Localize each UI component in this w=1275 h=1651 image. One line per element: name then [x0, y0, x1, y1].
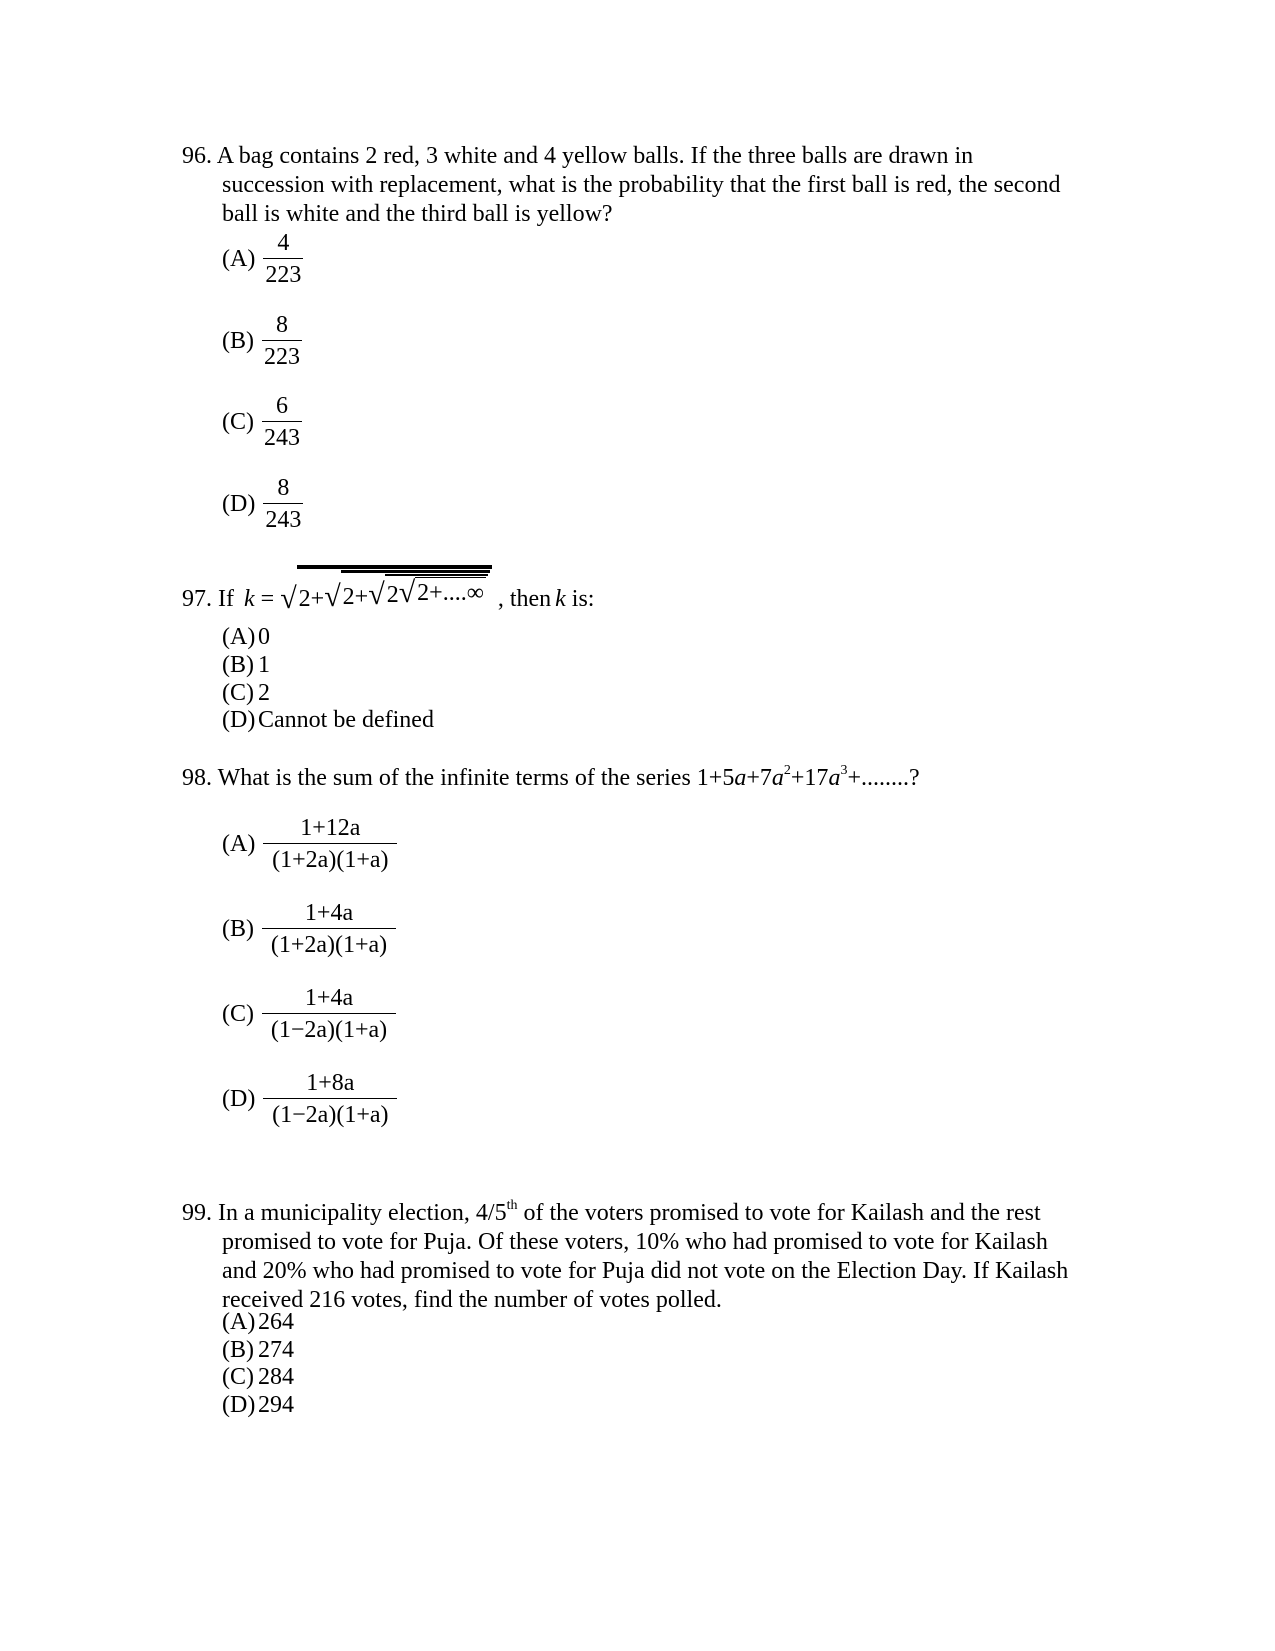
question-99-line-3: and 20% who had promised to vote for Puja did not vote on the Election Day. If Kailash [222, 1258, 1069, 1284]
fraction: $\frac{4}{223}$ [263, 228, 303, 291]
q97-option-b[interactable]: (B) 1 [222, 652, 270, 678]
question-99 [182, 1199, 1110, 1315]
series-expression: $1+5a+7a^2+17a^3+$........? [696, 763, 920, 791]
q98-option-c[interactable]: (C) $\frac{1+4a}{(1-2a)(1+a)}$ [222, 983, 396, 1046]
q98-option-a[interactable]: (A) $\frac{1+12a}{(1+2a)(1+a)}$ [222, 813, 397, 876]
q99-option-a[interactable]: (A) 264 [222, 1309, 294, 1335]
sqrt-sign: √ [280, 582, 297, 615]
fraction: $\frac{1+8a}{(1-2a)(1+a)}$ [263, 1068, 397, 1131]
question-99-line-1: 99. In a municipality election, 4/5th of the voters promised to vote for Kailash and the rest [182, 1198, 1041, 1226]
q96-option-a[interactable]: (A) $\frac{4}{223}$ [222, 228, 303, 291]
q96-option-b[interactable]: (B) $\frac{8}{223}$ [222, 310, 302, 373]
q98-option-b[interactable]: (B) $\frac{1+4a}{(1+2a)(1+a)}$ [222, 898, 396, 961]
question-99-line-2: promised to vote for Puja. Of these voters, 10% who had promised to vote for Kailash [222, 1229, 1048, 1255]
q96-option-c[interactable]: (C) $\frac{6}{243}$ [222, 391, 302, 454]
q97-option-a[interactable]: (A) 0 [222, 624, 270, 650]
q98-option-d[interactable]: (D) $\frac{1+8a}{(1-2a)(1+a)}$ [222, 1068, 397, 1131]
question-96-line-1: 96. A bag contains 2 red, 3 white and 4 yellow balls. If the three balls are drawn in [182, 143, 974, 169]
question-99-line-4: received 216 votes, find the number of votes polled. [222, 1287, 722, 1313]
question-number: 98. [182, 765, 212, 791]
fraction: $\frac{1+4a}{(1+2a)(1+a)}$ [262, 898, 396, 961]
q96-option-d[interactable]: (D) $\frac{8}{243}$ [222, 473, 303, 536]
fraction: $\frac{6}{243}$ [262, 391, 302, 454]
fraction: $\frac{1+4a}{(1-2a)(1+a)}$ [262, 983, 396, 1046]
q97-option-c[interactable]: (C) 2 [222, 680, 270, 706]
fraction: $\frac{8}{243}$ [263, 473, 303, 536]
sqrt-sign: √ [324, 580, 341, 613]
sqrt-sign: √ [398, 576, 416, 609]
question-96-line-3: ball is white and the third ball is yellow? [222, 201, 613, 227]
q99-option-d[interactable]: (D) 294 [222, 1392, 294, 1418]
question-96 [182, 142, 1110, 229]
q97-option-d[interactable]: (D) Cannot be defined [222, 707, 434, 733]
nested-radical: √ 2+ √ 2+ √ 2 √ 2+....∞ [280, 565, 492, 614]
question-number: 99. [182, 1200, 212, 1226]
fraction: $\frac{1+12a}{(1+2a)(1+a)}$ [263, 813, 397, 876]
q99-option-c[interactable]: (C) 284 [222, 1364, 294, 1390]
question-number: 97. [182, 586, 212, 612]
question-number: 96. [182, 143, 212, 169]
q99-option-b[interactable]: (B) 274 [222, 1337, 294, 1363]
question-98: 98. What is the sum of the infinite terms of the series $1+5a+7a^2+17a^3+$........? [182, 763, 920, 791]
question-96-line-2: succession with replacement, what is the probability that the first ball is red, the second [222, 172, 1061, 198]
question-97: 97. If k = √ 2+ √ 2+ √ 2 √ 2+....∞ , then k is: [182, 565, 1110, 614]
fraction: $\frac{8}{223}$ [262, 310, 302, 373]
sqrt-sign: √ [368, 578, 385, 611]
